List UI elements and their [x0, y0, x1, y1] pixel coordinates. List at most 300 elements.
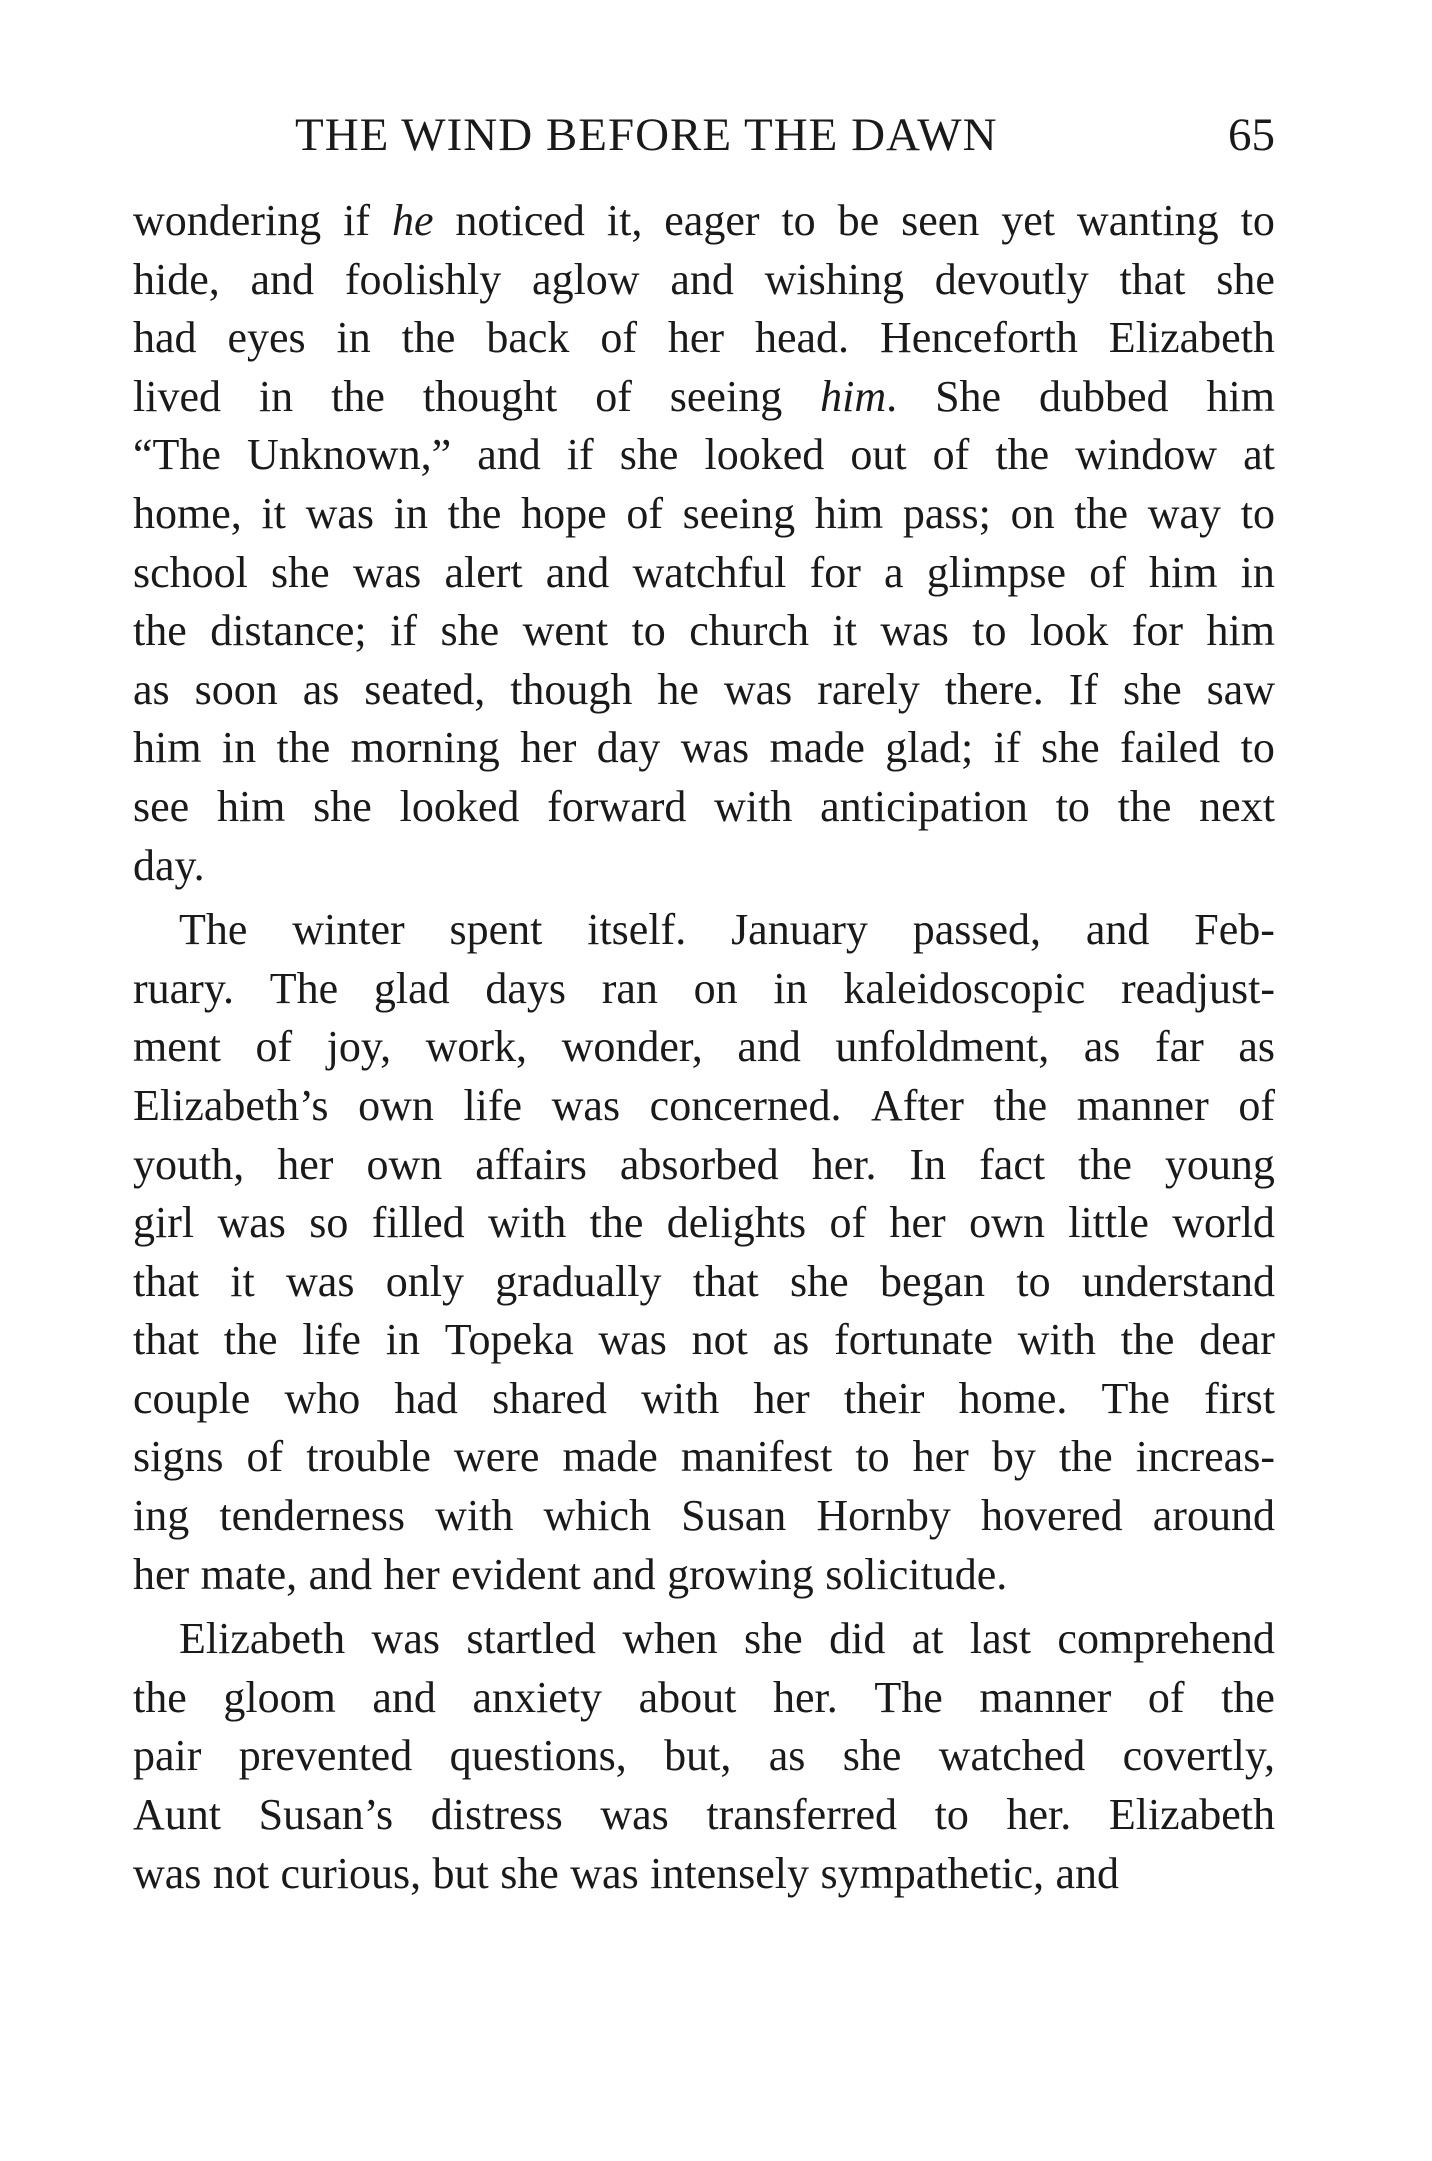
- word: of: [626, 488, 663, 538]
- word: the: [331, 371, 385, 421]
- word: with: [641, 1373, 720, 1423]
- word: her: [133, 1549, 190, 1599]
- word: she: [500, 1848, 559, 1898]
- word: shared: [492, 1373, 607, 1423]
- word: head.: [754, 313, 850, 363]
- word: him: [1206, 371, 1275, 421]
- word: the: [223, 1315, 278, 1365]
- word: soon: [194, 664, 278, 714]
- word: the: [133, 606, 187, 656]
- word: had: [133, 313, 197, 363]
- word: on: [693, 963, 738, 1013]
- word: she: [1216, 254, 1275, 304]
- word: distance;: [210, 606, 367, 656]
- word: the: [1058, 1432, 1113, 1482]
- word: eyes: [227, 313, 306, 363]
- word: Elizabeth: [1108, 1790, 1275, 1840]
- word: and: [308, 1549, 373, 1599]
- word: life: [302, 1315, 361, 1365]
- word: affairs: [475, 1139, 587, 1189]
- word: not: [691, 1315, 748, 1365]
- word: to: [1240, 723, 1275, 773]
- word: out: [850, 430, 907, 480]
- word: as: [1083, 1022, 1121, 1072]
- word: Susan: [681, 1491, 787, 1541]
- word: to: [1016, 1256, 1051, 1306]
- text-line: [133, 602, 1275, 661]
- word: and: [250, 254, 315, 304]
- word: began: [880, 1256, 986, 1306]
- word: as: [133, 664, 170, 714]
- word: to: [972, 606, 1007, 656]
- text-line: [133, 368, 1275, 427]
- word: ing: [133, 1491, 190, 1541]
- word: work,: [425, 1022, 528, 1072]
- word: it,: [606, 196, 643, 245]
- word: when: [622, 1614, 718, 1664]
- word: was: [551, 1080, 621, 1130]
- italic-word: him: [820, 371, 887, 421]
- word: intensely: [650, 1848, 810, 1898]
- word: did: [829, 1614, 886, 1664]
- word: the: [589, 1198, 644, 1248]
- word: him: [814, 488, 884, 538]
- text-line: [133, 1487, 1275, 1546]
- word: wishing: [764, 254, 904, 304]
- word: joy,: [326, 1022, 392, 1072]
- word: noticed: [455, 196, 585, 245]
- word: she: [1122, 664, 1182, 714]
- word: mate,: [200, 1549, 298, 1599]
- word: though: [510, 664, 633, 714]
- word: manner: [979, 1672, 1112, 1722]
- word: school: [133, 547, 248, 597]
- word: growing: [667, 1549, 814, 1599]
- word: prevented: [238, 1731, 413, 1781]
- word: her: [889, 1198, 946, 1248]
- word: hope: [521, 488, 607, 538]
- word: sympathetic,: [820, 1848, 1045, 1898]
- word: if: [390, 606, 417, 656]
- word: was: [305, 488, 375, 538]
- word: was: [352, 547, 422, 597]
- word: failed: [1120, 723, 1221, 773]
- word: to: [1240, 196, 1275, 245]
- word: winter: [292, 905, 405, 955]
- word: of: [246, 1432, 284, 1482]
- text-line: [133, 309, 1275, 368]
- text-line: [133, 837, 1275, 896]
- text-line: [133, 544, 1275, 603]
- word: the: [993, 1080, 1048, 1130]
- word: in: [221, 723, 257, 773]
- word: pass;: [902, 488, 991, 538]
- word: of: [255, 1022, 293, 1072]
- text-line: [133, 1727, 1275, 1786]
- word: dubbed: [1039, 371, 1169, 421]
- word: she: [842, 1731, 902, 1781]
- word: of: [595, 371, 632, 421]
- word: hovered: [980, 1491, 1123, 1541]
- word: the: [133, 1672, 187, 1722]
- word: couple: [133, 1373, 251, 1423]
- word: if: [343, 196, 371, 245]
- word: and: [1055, 1848, 1120, 1898]
- word: him: [1206, 606, 1275, 656]
- word: about: [638, 1672, 737, 1722]
- word: of: [600, 313, 637, 363]
- word: way: [1147, 488, 1222, 538]
- word: to: [934, 1790, 969, 1840]
- word: young: [1164, 1139, 1275, 1189]
- word: concerned.: [649, 1080, 842, 1130]
- word: In: [909, 1139, 947, 1189]
- word: spent: [449, 905, 543, 955]
- word: questions,: [449, 1731, 627, 1781]
- word: if: [993, 723, 1021, 773]
- word: anticipation: [820, 781, 1028, 831]
- word: seeing: [669, 371, 783, 421]
- word: watchful: [632, 547, 787, 597]
- word: church: [689, 606, 809, 656]
- word: “The: [133, 430, 221, 480]
- word: she: [313, 781, 372, 831]
- running-title: THE WIND BEFORE THE DAWN: [295, 109, 998, 161]
- word: comprehend: [1057, 1614, 1275, 1664]
- word: it: [230, 1256, 255, 1306]
- word: delights: [666, 1198, 807, 1248]
- text-line: [133, 719, 1275, 778]
- word: back: [486, 313, 570, 363]
- text-line: [133, 1610, 1275, 1669]
- word: Elizabeth: [179, 1614, 346, 1664]
- text-line: [133, 1018, 1275, 1077]
- word: their: [843, 1373, 925, 1423]
- text-line: [133, 1194, 1275, 1253]
- text-line: [133, 1370, 1275, 1429]
- word: Unknown,”: [247, 430, 452, 480]
- word: the: [447, 488, 502, 538]
- text-line: [133, 661, 1275, 720]
- word: Elizabeth’s: [133, 1080, 329, 1130]
- word: as: [772, 1315, 810, 1365]
- word: thought: [422, 371, 558, 421]
- word: distress: [430, 1790, 563, 1840]
- word: was: [880, 606, 949, 656]
- word: the: [1120, 1315, 1175, 1365]
- text-line: [133, 1845, 1275, 1904]
- word: filled: [371, 1198, 465, 1248]
- word: of: [1238, 1080, 1275, 1130]
- word: window: [1075, 430, 1218, 480]
- word: made: [562, 1432, 658, 1482]
- word: with: [488, 1198, 567, 1248]
- word: and: [737, 1022, 801, 1072]
- word: and: [670, 254, 734, 304]
- word: devoutly: [934, 254, 1089, 304]
- word: the: [1221, 1672, 1275, 1722]
- word: and: [372, 1672, 436, 1722]
- word: days: [485, 963, 567, 1013]
- word: increas-: [1135, 1432, 1275, 1482]
- word: readjust-: [1121, 963, 1275, 1013]
- word: evident: [451, 1549, 581, 1599]
- word: the: [1078, 1139, 1132, 1189]
- word: was: [133, 1848, 202, 1898]
- word: she: [790, 1256, 849, 1306]
- word: own: [366, 1139, 443, 1189]
- word: morning: [350, 723, 500, 773]
- word: absorbed: [619, 1139, 779, 1189]
- word: to: [1240, 488, 1275, 538]
- text-line: [133, 1253, 1275, 1312]
- word: in: [1240, 547, 1275, 597]
- word: in: [393, 488, 428, 538]
- word: to: [781, 196, 816, 245]
- word: watched: [938, 1731, 1086, 1781]
- word: was: [371, 1614, 440, 1664]
- word: forward: [547, 781, 687, 831]
- word: for: [1131, 606, 1184, 656]
- word: a: [884, 547, 904, 597]
- word: manner: [1076, 1080, 1209, 1130]
- word: who: [284, 1373, 361, 1423]
- word: in: [258, 371, 294, 421]
- word: saw: [1206, 664, 1275, 714]
- word: her.: [773, 1672, 838, 1722]
- word: her: [667, 313, 725, 363]
- word: was: [680, 723, 750, 773]
- word: Susan’s: [258, 1790, 394, 1840]
- text-line: [133, 901, 1275, 960]
- word: her: [912, 1432, 969, 1482]
- word: as: [302, 664, 340, 714]
- word: by: [991, 1432, 1036, 1482]
- word: girl: [133, 1198, 195, 1248]
- word: last: [969, 1614, 1032, 1664]
- word: The: [269, 963, 339, 1013]
- word: her.: [1006, 1790, 1072, 1840]
- word: if: [566, 430, 594, 480]
- word: to: [631, 606, 666, 656]
- word: Feb-: [1194, 905, 1275, 955]
- word: own: [969, 1198, 1045, 1248]
- word: yet: [1001, 196, 1055, 245]
- word: with: [714, 781, 793, 831]
- word: transferred: [706, 1790, 897, 1840]
- word: she: [619, 430, 679, 480]
- text-line: [133, 1428, 1275, 1487]
- text-line: [133, 1077, 1275, 1136]
- word: the: [1117, 781, 1172, 831]
- word: startled: [466, 1614, 596, 1664]
- word: aglow: [532, 254, 640, 304]
- word: If: [1068, 664, 1098, 714]
- word: day: [596, 723, 661, 773]
- word: him.: [820, 371, 898, 421]
- word: for: [809, 547, 861, 597]
- word: wonder,: [561, 1022, 703, 1072]
- word: anxiety: [472, 1672, 603, 1722]
- word: After: [871, 1080, 964, 1130]
- word: see: [133, 781, 190, 831]
- word: fact: [979, 1139, 1046, 1189]
- word: at: [1243, 430, 1275, 480]
- word: at: [911, 1614, 944, 1664]
- word: January: [731, 905, 868, 955]
- word: him: [216, 781, 286, 831]
- word: him: [133, 723, 202, 773]
- word: and: [477, 430, 541, 480]
- word: youth,: [133, 1139, 245, 1189]
- word: she: [271, 547, 330, 597]
- word: went: [522, 606, 609, 656]
- word: of: [1089, 547, 1126, 597]
- word: ment: [133, 1022, 221, 1072]
- word: ran: [601, 963, 658, 1013]
- word: own: [358, 1080, 434, 1130]
- word: The: [179, 905, 248, 955]
- word: her: [753, 1373, 810, 1423]
- word: and: [592, 1549, 656, 1599]
- word: trouble: [306, 1432, 431, 1482]
- word: her: [520, 723, 577, 773]
- word: eager: [664, 196, 760, 245]
- text-line: [133, 251, 1275, 310]
- word: it: [832, 606, 857, 656]
- word: rarely: [817, 664, 920, 714]
- word: her.: [811, 1139, 877, 1189]
- body-text: [133, 192, 1275, 1903]
- word: had: [394, 1373, 458, 1423]
- word: as: [1238, 1022, 1275, 1072]
- word: Aunt: [133, 1790, 221, 1840]
- word: was: [286, 1256, 355, 1306]
- word: wondering: [133, 196, 322, 245]
- word: it: [261, 488, 286, 538]
- text-line: [133, 1546, 1275, 1605]
- word: Topeka: [444, 1315, 574, 1365]
- word: the: [995, 430, 1050, 480]
- italic-word: he: [391, 196, 434, 245]
- word: in: [336, 313, 371, 363]
- word: her: [383, 1549, 440, 1599]
- page-number: 65: [1228, 109, 1275, 161]
- word: and: [1085, 905, 1150, 955]
- word: and: [545, 547, 610, 597]
- text-line: [133, 485, 1275, 544]
- word: was: [217, 1198, 286, 1248]
- word: gloom: [223, 1672, 336, 1722]
- word: signs: [133, 1432, 224, 1482]
- word: she: [744, 1614, 803, 1664]
- word: life: [463, 1080, 523, 1130]
- word: far: [1154, 1022, 1204, 1072]
- word: in: [385, 1315, 420, 1365]
- word: glad: [373, 963, 450, 1013]
- word: home.: [958, 1373, 1068, 1423]
- text-line: [133, 1136, 1275, 1195]
- word: with: [1017, 1315, 1096, 1365]
- word: her: [277, 1139, 334, 1189]
- word: fortunate: [834, 1315, 993, 1365]
- word: first: [1204, 1373, 1275, 1423]
- word: hide,: [133, 254, 220, 304]
- word: foolishly: [344, 254, 502, 304]
- word: She: [935, 371, 1002, 421]
- word: [392, 192, 434, 251]
- word: kaleidoscopic: [843, 963, 1086, 1013]
- word: looked: [704, 430, 825, 480]
- running-head: [295, 108, 1275, 168]
- word: was: [723, 664, 793, 714]
- word: day.: [133, 840, 205, 890]
- word: made: [769, 723, 865, 773]
- word: were: [453, 1432, 540, 1482]
- word: on: [1010, 488, 1055, 538]
- word: understand: [1081, 1256, 1275, 1306]
- word: solicitude.: [825, 1549, 1008, 1599]
- word: she: [440, 606, 500, 656]
- word: covertly,: [1122, 1731, 1275, 1781]
- word: Hornby: [816, 1491, 951, 1541]
- word: next: [1199, 781, 1275, 831]
- word: Henceforth: [879, 313, 1078, 363]
- word: she: [1040, 723, 1100, 773]
- word: was: [600, 1790, 669, 1840]
- word: home,: [133, 488, 242, 538]
- text-line: [133, 1786, 1275, 1845]
- word: that: [133, 1315, 199, 1365]
- word: not: [212, 1848, 270, 1898]
- text-line: [133, 1311, 1275, 1370]
- word: was: [570, 1848, 639, 1898]
- word: unfoldment,: [835, 1022, 1050, 1072]
- word: lived: [133, 371, 221, 421]
- word: in: [773, 963, 808, 1013]
- word: the: [401, 313, 456, 363]
- word: of: [932, 430, 970, 480]
- word: The: [874, 1672, 943, 1722]
- text-line: [133, 426, 1275, 485]
- word: seated,: [364, 664, 486, 714]
- word: The: [1101, 1373, 1170, 1423]
- word: little: [1068, 1198, 1149, 1248]
- word: to: [1055, 781, 1090, 831]
- word: curious,: [280, 1848, 422, 1898]
- word: so: [309, 1198, 349, 1248]
- word: alert: [444, 547, 523, 597]
- word: glimpse: [926, 547, 1067, 597]
- word: the: [1074, 488, 1129, 538]
- word: around: [1152, 1491, 1275, 1541]
- word: glad;: [885, 723, 974, 773]
- word: dear: [1199, 1315, 1275, 1365]
- word: as: [768, 1731, 806, 1781]
- word: only: [385, 1256, 464, 1306]
- word: but: [432, 1848, 489, 1898]
- word: ruary.: [133, 963, 234, 1013]
- word: pair: [133, 1731, 202, 1781]
- word: he: [657, 664, 699, 714]
- word: of: [829, 1198, 867, 1248]
- word: him: [1149, 547, 1218, 597]
- word: gradually: [495, 1256, 662, 1306]
- word: wanting: [1076, 196, 1219, 245]
- word: with: [435, 1491, 514, 1541]
- text-line: [133, 960, 1275, 1019]
- word: that: [1119, 254, 1186, 304]
